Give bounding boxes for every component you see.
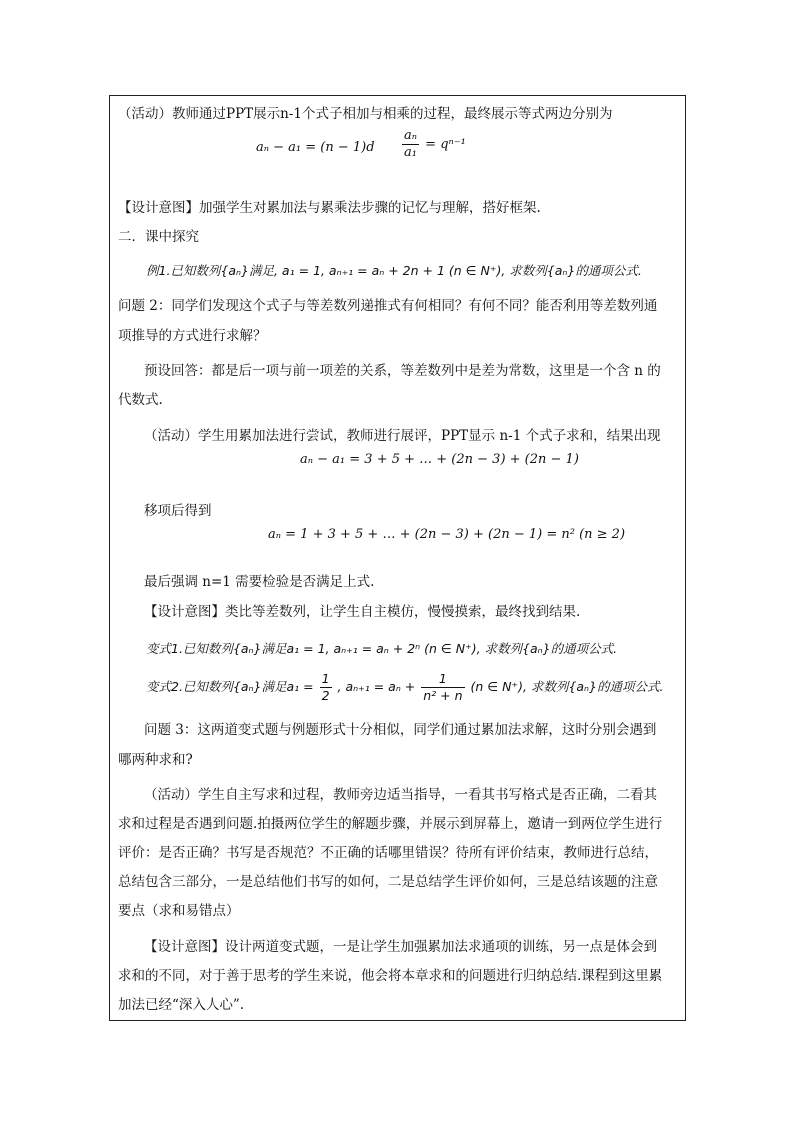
equation-sum: aₙ − a₁ = 3 + 5 + … + (2n − 3) + (2n − 1) [300,452,579,467]
ratio-denominator: a₁ [404,145,417,160]
answer-line-2: 代数式. [118,392,163,408]
activity-3-line-5: 要点（求和易错点） [118,903,240,919]
activity-paragraph-2: （活动）学生用累加法进行尝试，教师进行展评，PPT显示 n-1 个式子求和，结果出现 [144,428,661,444]
design-intent-1: 【设计意图】加强学生对累加法与累乘法步骤的记忆与理解，搭好框架. [118,200,541,216]
question-3-line-1: 问题 3：这两道变式题与例题形式十分相似，同学们通过累加法求解，这时分别会遇到 [144,722,657,738]
design-intent-3-line-1: 【设计意图】设计两道变式题，一是让学生加强累加法求通项的训练，另一点是体会到 [144,939,657,955]
variant-2-end: (n ∈ N⁺), 求数列{aₙ}的通项公式. [470,679,664,694]
variant-2 [146,670,679,704]
activity-3-line-1: （活动）学生自主写求和过程，教师旁边适当指导，一看其书写格式是否正确，二看其 [144,787,657,803]
ratio-rhs: = qⁿ⁻¹ [425,137,466,152]
fraction-2-denominator: n² + n [423,688,463,703]
variant-1: 变式1.已知数列{aₙ}满足a₁ = 1, aₙ₊₁ = aₙ + 2ⁿ (n ∈ N⁺), 求数列{aₙ}的通项公式. [146,641,618,656]
question-3-line-2: 哪两种求和? [118,752,193,768]
check-remark: 最后强调 n=1 需要检验是否满足上式. [144,574,375,590]
answer-line-1: 预设回答：都是后一项与前一项差的关系，等差数列中是差为常数，这里是一个含 n 的 [144,363,661,379]
fraction-1-numerator: 1 [321,671,330,686]
design-intent-3-line-3: 加法已经“深入人心”. [118,997,245,1013]
equation-result: aₙ = 1 + 3 + 5 + … + (2n − 3) + (2n − 1) = n² (n ≥ 2) [268,527,626,542]
question-2-line-2: 项推导的方式进行求解？ [118,328,267,344]
equation-difference: aₙ − a₁ = (n − 1)d [256,140,375,155]
design-intent-3-line-2: 求和的不同，对于善于思考的学生来说，他会将本章求和的问题进行归纳总结.课程到这里累 [118,968,663,984]
variant-2-middle: , aₙ₊₁ = aₙ + [337,679,416,694]
activity-3-line-2: 求和过程是否遇到问题.拍摄两位学生的解题步骤，并展示到屏幕上，邀请一到两位学生进行 [118,816,663,832]
example-1: 例1.已知数列{aₙ}满足, a₁ = 1, aₙ₊₁ = aₙ + 2n + 1 (n ∈ N⁺), 求数列{aₙ}的通项公式. [146,263,642,278]
fraction-2-numerator: 1 [421,671,464,688]
design-intent-2: 【设计意图】类比等差数列，让学生自主模仿，慢慢摸索，最终找到结果. [144,604,581,620]
activity-3-line-3: 评价：是否正确？书写是否规范？不正确的话哪里错误？待所有评价结束，教师进行总结， [118,845,658,861]
fraction-1-denominator: 2 [321,688,330,703]
document-frame [109,95,686,1021]
move-text: 移项后得到 [144,503,212,519]
ratio-numerator: aₙ [404,128,418,143]
section-heading: 二．课中探究 [118,229,199,245]
activity-paragraph-1: （活动）教师通过PPT展示n-1个式子相加与相乘的过程，最终展示等式两边分别为 [118,106,613,122]
activity-3-line-4: 总结包含三部分，一是总结他们书写的如何，二是总结学生评价如何，三是总结该题的注意 [118,874,658,890]
equation-ratio [400,128,466,161]
question-2-line-1: 问题 2：同学们发现这个式子与等差数列递推式有何相同？有何不同？能否利用等差数列通 [118,298,658,314]
variant-2-intro: 变式2.已知数列{aₙ}满足a₁ = [146,679,314,694]
